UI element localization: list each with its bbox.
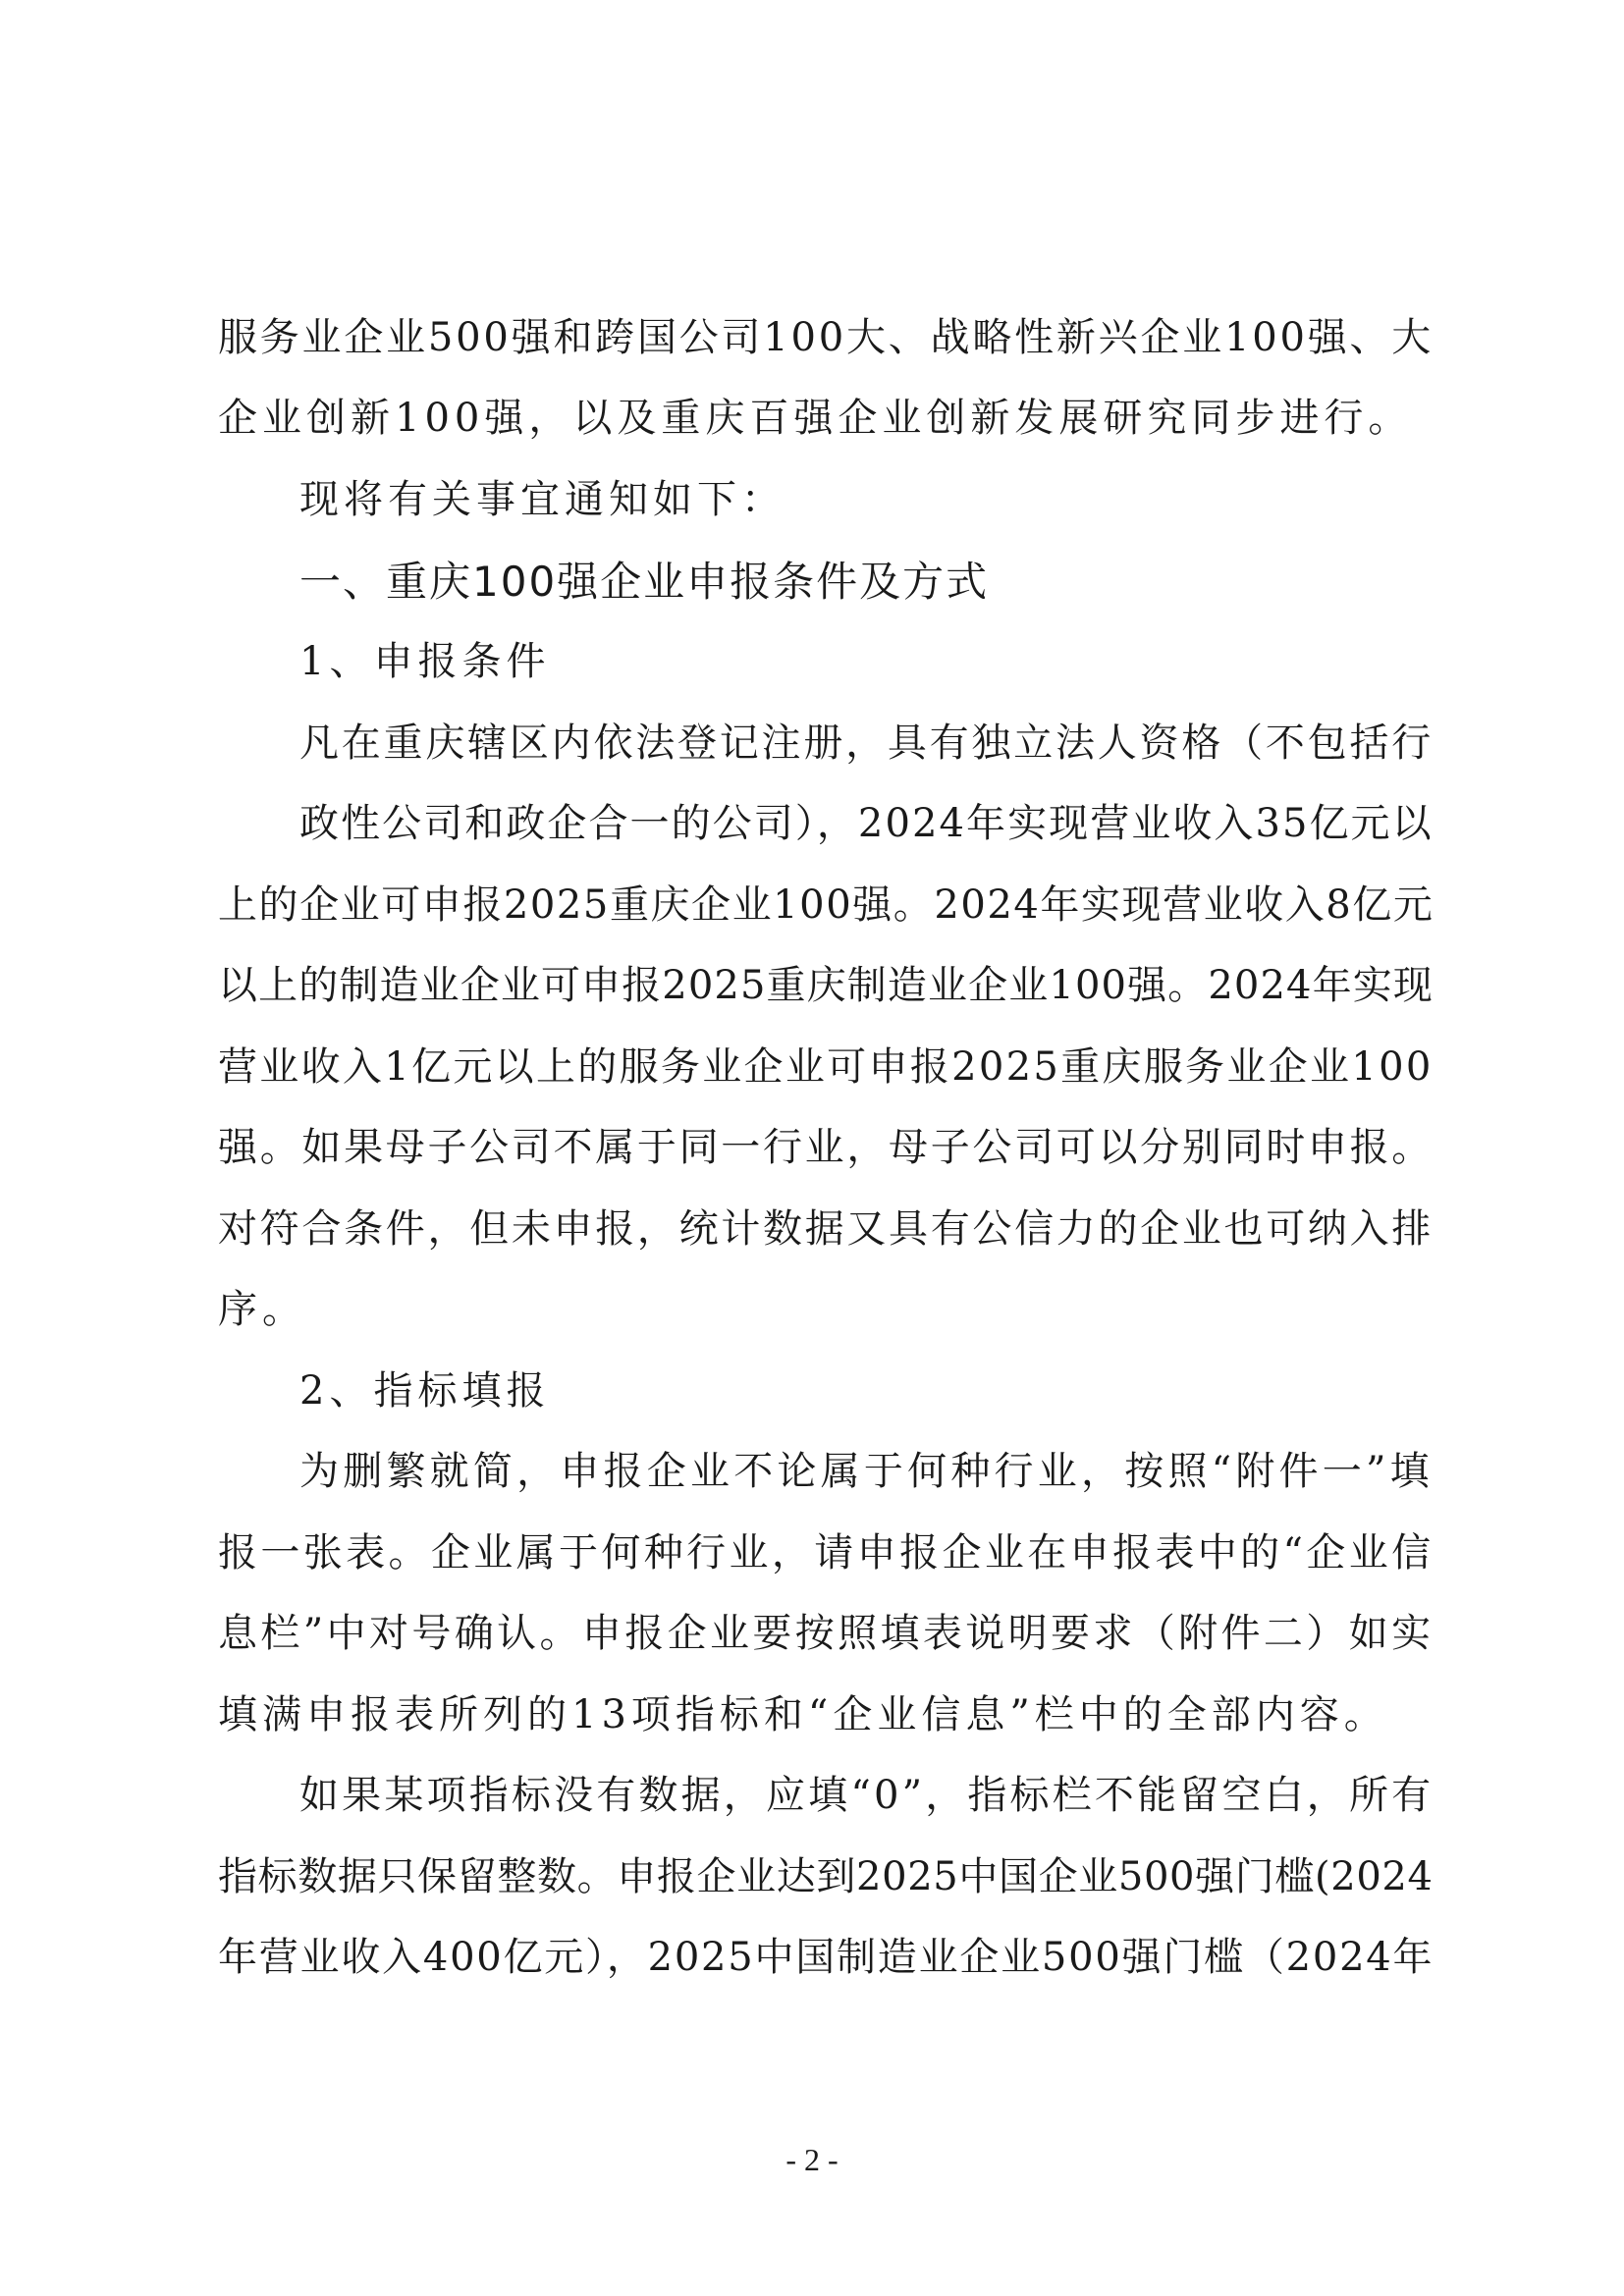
- text-line: 为删繁就简，申报企业不论属于何种行业，按照“附件一”填: [299, 1449, 1434, 1494]
- text-line: 年营业收入400亿元），2025中国制造业企业500强门槛（2024年: [218, 1935, 1435, 1980]
- text-line: 指标数据只保留整数。申报企业达到2025中国企业500强门槛(2024: [218, 1854, 1434, 1899]
- text-line: 上的企业可申报2025重庆企业100强。2024年实现营业收入8亿元: [218, 882, 1435, 928]
- text-line: 息栏”中对号确认。申报企业要按照填表说明要求（附件二）如实: [218, 1611, 1435, 1656]
- text-line: 营业收入1亿元以上的服务业企业可申报2025重庆服务业企业100: [218, 1044, 1434, 1090]
- text-line: 序。: [218, 1287, 306, 1332]
- subheading: 2、指标填报: [299, 1368, 551, 1414]
- subheading: 1、申报条件: [299, 639, 551, 684]
- text-line: 凡在重庆辖区内依法登记注册，具有独立法人资格（不包括行: [299, 721, 1434, 766]
- text-line: 政性公司和政企合一的公司），2024年实现营业收入35亿元以: [299, 801, 1434, 846]
- text-line: 企业创新100强，以及重庆百强企业创新发展研究同步进行。: [218, 396, 1413, 441]
- section-heading: 一、重庆100强企业申报条件及方式: [299, 558, 990, 606]
- page-number: - 2 -: [785, 2142, 839, 2177]
- text-line: 以上的制造业企业可申报2025重庆制造业企业100强。2024年实现: [218, 963, 1434, 1008]
- text-line: 填满申报表所列的13项指标和“企业信息”栏中的全部内容。: [218, 1692, 1388, 1737]
- text-line: 服务业企业500强和跨国公司100大、战略性新兴企业100强、大: [218, 315, 1435, 360]
- text-line: 报一张表。企业属于何种行业，请申报企业在申报表中的“企业信: [218, 1530, 1435, 1575]
- text-line: 强。如果母子公司不属于同一行业，母子公司可以分别同时申报。: [218, 1125, 1434, 1170]
- text-line: 现将有关事宜通知如下：: [299, 477, 785, 522]
- text-line: 对符合条件，但未申报，统计数据又具有公信力的企业也可纳入排: [218, 1206, 1434, 1252]
- text-line: 如果某项指标没有数据，应填“0”，指标栏不能留空白，所有: [299, 1773, 1435, 1818]
